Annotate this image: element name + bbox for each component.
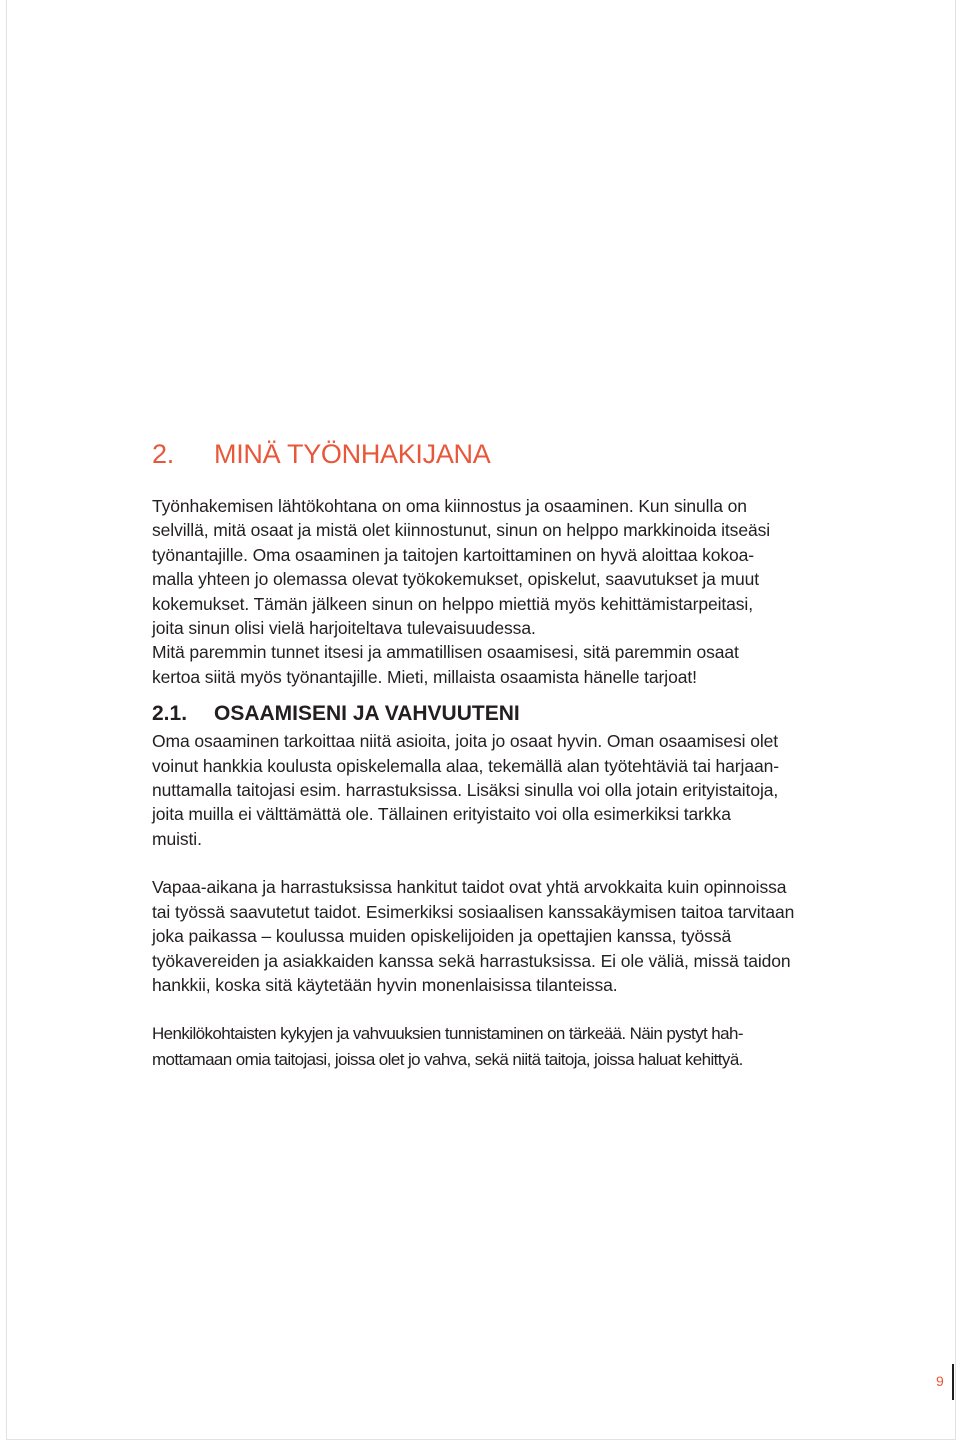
intro-paragraph-2: Mitä paremmin tunnet itsesi ja ammatillisen osaamisesi, sitä paremmin osaat kertoa siitä myös työnantajille. Mieti, millaista osaamista hänelle tarjoat! xyxy=(152,642,739,687)
subsection-heading xyxy=(152,701,852,727)
intro-paragraph-1: Työnhakemisen lähtökohtana on oma kiinnostus ja osaaminen. Kun sinulla on selvillä, mitä osaat ja mistä olet kiinnostunut, sinun on helppo markkinoida itseäsi työnantajille. Oma osaaminen ja taitojen kartoittaminen on hyvä aloittaa kokoa- malla yhteen jo olemassa olevat työkokemukset, opiskelut, saavutukset ja muut kokemukset. Tämän jälkeen sinun on helppo miettiä myös kehittämistarpeitasi, joita sinun olisi vielä harjoiteltava tulevaisuudessa. xyxy=(152,496,771,639)
subsection-number: 2.1. xyxy=(152,702,188,726)
sub-paragraph-1: Oma osaaminen tarkoittaa niitä asioita, joita jo osaat hyvin. Oman osaamisesi olet voinut hankkia koulusta opiskelemalla alaa, tekemällä alan työtehtäviä tai harjaan- nuttamalla taitojasi esim. harrastuksissa. Lisäksi sinulla voi olla jotain erityistaitoja, joita muilla ei välttämättä ole. Tällainen erityistaito voi olla esimerkiksi tarkka muisti. xyxy=(152,731,779,849)
sub-paragraph-2: Vapaa-aikana ja harrastuksissa hankitut taidot ovat yhtä arvokkaita kuin opinnoissa tai työssä saavutetut taidot. Esimerkiksi sosiaalisen kanssakäymisen taitoa tarvitaan joka paikassa – koulussa muiden opiskelijoiden ja opettajien kanssa, työssä työkavereiden ja asiakkaiden kanssa sekä harrastuksissa. Ei ole väliä, missä taidon hankkii, koska sitä käytetään hyvin monenlaisissa tilanteissa. xyxy=(152,877,795,995)
page-number-rule xyxy=(952,1364,954,1400)
section-number: 2. xyxy=(152,439,174,469)
page-number: 9 xyxy=(936,1373,944,1389)
section-title: MINÄ TYÖNHAKIJANA xyxy=(214,439,491,469)
subsection-title: OSAAMISENI JA VAHVUUTENI xyxy=(214,702,520,726)
sub-paragraph-3: Henkilökohtaisten kykyjen ja vahvuuksien tunnistaminen on tärkeää. Näin pystyt hah- mottamaan omia taitojasi, joissa olet jo vahva, sekä niitä taitoja, joissa haluat kehittyä. xyxy=(152,1024,743,1070)
section-heading xyxy=(152,436,852,472)
page-content xyxy=(152,436,852,1073)
